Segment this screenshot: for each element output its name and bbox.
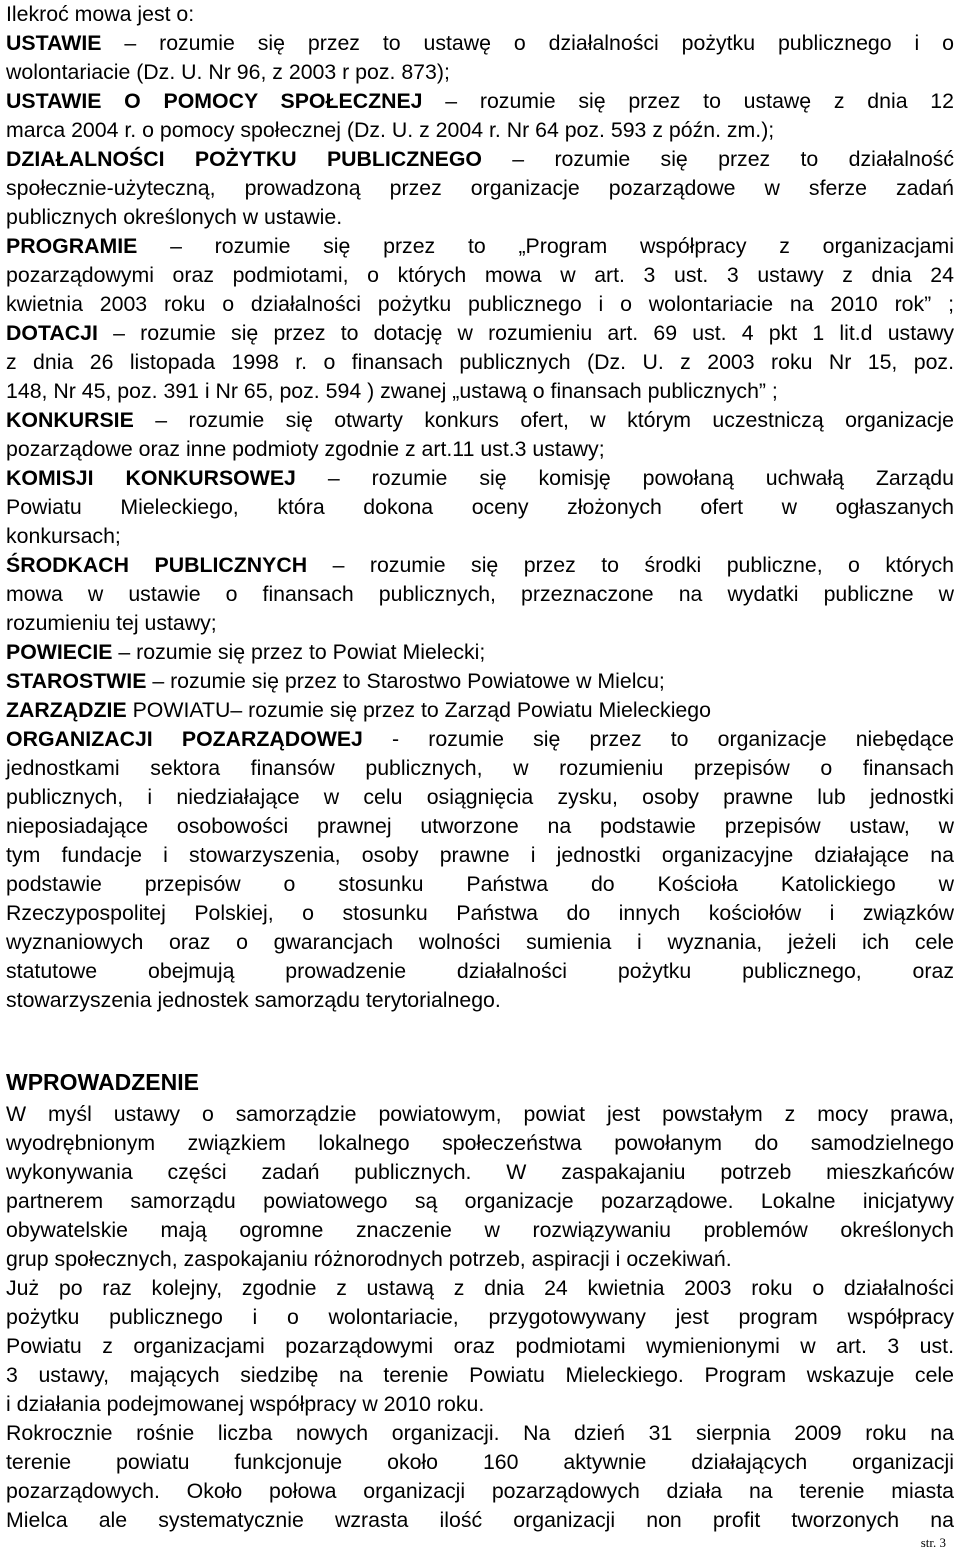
def-srodkach-term: ŚRODKACH PUBLICZNYCH [6,553,308,577]
def-organizacji-line5: tym fundacje i stowarzyszenia, osoby prawne i jednostki organizacyjne działające na [6,843,954,867]
def-organizacji-line8: wyznaniowych oraz o gwarancjach wolności sumienia i wyznania, jeżeli ich cele [6,930,954,954]
def-srodkach-line3: rozumieniu tej ustawy; [6,611,217,635]
def-programie-line3: kwietnia 2003 roku o działalności pożytku publicznego i o wolontariacie na 2010 rok” ; [6,292,954,316]
def-ustawie-line1: USTAWIE – rozumie się przez to ustawę o działalności pożytku publicznego i o [6,31,954,55]
def-organizacji-line1: ORGANIZACJI POZARZĄDOWEJ - rozumie się przez to organizacje niebędące [6,727,954,751]
intro-p2-line1: Już po raz kolejny, zgodnie z ustawą z dnia 24 kwietnia 2003 roku o działalności [6,1276,954,1300]
def-organizacji-line2: jednostkami sektora finansów publicznych, w rozumieniu przepisów o finansach [6,756,954,780]
def-ustawie-pomocy-line1: USTAWIE O POMOCY SPOŁECZNEJ – rozumie się przez to ustawę z dnia 12 [6,89,954,113]
def-organizacji-line4: nieposiadające osobowości prawnej utworzone na podstawie przepisów ustaw, w [6,814,954,838]
intro-p3-line1: Rokrocznie rośnie liczba nowych organizacji. Na dzień 31 sierpnia 2009 roku na [6,1421,954,1445]
def-dzialalnosci-line2: społecznie-użyteczną, prowadzoną przez organizacje pozarządowe w sferze zadań [6,176,954,200]
def-dotacji-line3: 148, Nr 45, poz. 391 i Nr 65, poz. 594 ) zwanej „ustawą o finansach publicznych” ; [6,379,778,403]
intro-p1-line4: partnerem samorządu powiatowego są organizacje pozarządowe. Lokalne inicjatywy [6,1189,954,1213]
definitions-intro: Ilekroć mowa jest o: [6,2,195,26]
def-dzialalnosci-term: DZIAŁALNOŚCI POŻYTKU PUBLICZNEGO [6,147,482,171]
def-zarzadzie-line1: ZARZĄDZIE POWIATU– rozumie się przez to Zarząd Powiatu Mieleckiego [6,698,711,722]
page-number: str. 3 [920,1535,946,1550]
def-programie-term: PROGRAMIE [6,234,138,258]
def-organizacji-line3: publicznych, i niedziałające w celu osiągnięcia zysku, osoby prawne lub jednostki [6,785,954,809]
intro-p3-line4: Mielca ale systematycznie wzrasta ilość organizacji non profit tworzonych na [6,1508,954,1532]
def-konkursie-term: KONKURSIE [6,408,134,432]
intro-p3-line3: pozarządowych. Około połowa organizacji pozarządowych działa na terenie miasta [6,1479,954,1503]
def-konkursie-line2: pozarządowe oraz inne podmioty zgodnie z art.11 ust.3 ustawy; [6,437,605,461]
section-heading: WPROWADZENIE [6,1069,199,1095]
def-programie-line2: pozarządowymi oraz podmiotami, o których mowa w art. 3 ust. 3 ustawy z dnia 24 [6,263,954,287]
intro-p2-line4: 3 ustawy, mających siedzibę na terenie Powiatu Mieleckiego. Program wskazuje cele [6,1363,954,1387]
def-ustawie-line2: wolontariacie (Dz. U. Nr 96, z 2003 r poz. 873); [6,60,450,84]
def-powiecie-term: POWIECIE [6,640,113,664]
def-powiecie-line1: POWIECIE – rozumie się przez to Powiat Mielecki; [6,640,486,664]
def-konkursie-line1: KONKURSIE – rozumie się otwarty konkurs ofert, w którym uczestniczą organizacje [6,408,954,432]
def-organizacji-line9: statutowe obejmują prowadzenie działalności pożytku publicznego, oraz [6,959,954,983]
intro-p1-line5: obywatelskie mają ogromne znaczenie w rozwiązywaniu problemów określonych [6,1218,954,1242]
def-srodkach-line1: ŚRODKACH PUBLICZNYCH – rozumie się przez to środki publiczne, o których [6,553,954,577]
intro-p2-line5: i działania podejmowanej współpracy w 2010 roku. [6,1392,485,1416]
def-zarzadzie-term: ZARZĄDZIE [6,698,127,722]
intro-p3-line2: terenie powiatu funkcjonuje około 160 aktywnie działających organizacji [6,1450,954,1474]
def-starostwie-term: STAROSTWIE [6,669,147,693]
def-dotacji-term: DOTACJI [6,321,98,345]
intro-p2-line2: pożytku publicznego i o wolontariacie, przygotowywany jest program współpracy [6,1305,954,1329]
intro-p1-line1: W myśl ustawy o samorządzie powiatowym, powiat jest powstałym z mocy prawa, [6,1102,954,1126]
def-zarzadzie-term2: POWIATU [126,698,231,722]
intro-p1-line2: wyodrębnionym związkiem lokalnego społeczeństwa powołanym do samodzielnego [6,1131,954,1155]
def-ustawie-term: USTAWIE [6,31,102,55]
def-dotacji-line1: DOTACJI – rozumie się przez to dotację w rozumieniu art. 69 ust. 4 pkt 1 lit.d ustawy [6,321,954,345]
def-dzialalnosci-line3: publicznych określonych w ustawie. [6,205,343,229]
intro-p2-line3: Powiatu z organizacjami pozarządowymi oraz podmiotami wymienionymi w art. 3 ust. [6,1334,954,1358]
def-dotacji-line2: z dnia 26 listopada 1998 r. o finansach publicznych (Dz. U. z 2003 roku Nr 15, poz. [6,350,954,374]
def-komisji-term: KOMISJI KONKURSOWEJ [6,466,296,490]
def-organizacji-line6: podstawie przepisów o stosunku Państwa do Kościoła Katolickiego w [6,872,954,896]
def-komisji-line2: Powiatu Mieleckiego, która dokona oceny złożonych ofert w ogłaszanych [6,495,954,519]
def-programie-line1: PROGRAMIE – rozumie się przez to „Program współpracy z organizacjami [6,234,954,258]
def-organizacji-line10: stowarzyszenia jednostek samorządu terytorialnego. [6,988,501,1012]
def-ustawie-pomocy-term: USTAWIE O POMOCY SPOŁECZNEJ [6,89,423,113]
def-srodkach-line2: mowa w ustawie o finansach publicznych, przeznaczone na wydatki publiczne w [6,582,954,606]
def-komisji-line3: konkursach; [6,524,121,548]
def-ustawie-pomocy-line2: marca 2004 r. o pomocy społecznej (Dz. U. z 2004 r. Nr 64 poz. 593 z późn. zm.); [6,118,775,142]
def-organizacji-line7: Rzeczypospolitej Polskiej, o stosunku Państwa do innych kościołów i związków [6,901,954,925]
def-organizacji-term: ORGANIZACJI POZARZĄDOWEJ [6,727,363,751]
def-dzialalnosci-line1: DZIAŁALNOŚCI POŻYTKU PUBLICZNEGO – rozumie się przez to działalność [6,147,954,171]
intro-p1-line6: grup społecznych, zaspokajaniu różnorodnych potrzeb, aspiracji i oczekiwań. [6,1247,732,1271]
intro-p1-line3: wykonywania części zadań publicznych. W zaspakajaniu potrzeb mieszkańców [6,1160,954,1184]
def-komisji-line1: KOMISJI KONKURSOWEJ – rozumie się komisję powołaną uchwałą Zarządu [6,466,954,490]
def-starostwie-line1: STAROSTWIE – rozumie się przez to Starostwo Powiatowe w Mielcu; [6,669,665,693]
